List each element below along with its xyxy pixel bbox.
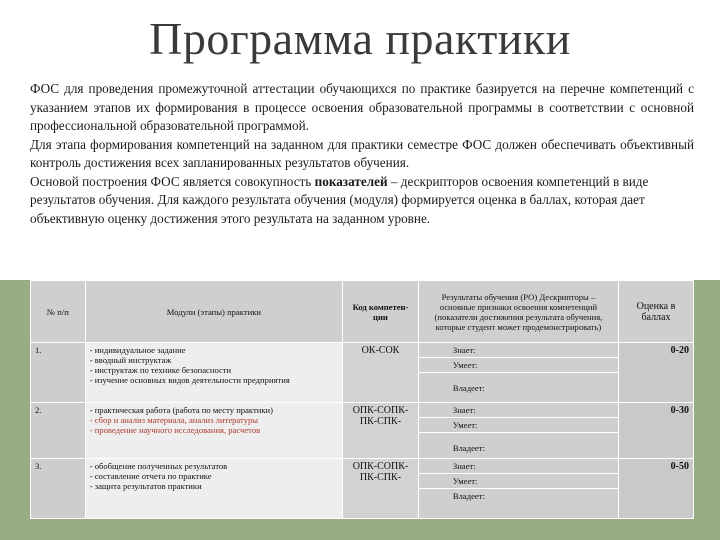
module-item: - индивидуальное задание	[89, 345, 186, 355]
module-item: - вводный инструктаж	[89, 355, 172, 365]
row-score: 0-50	[618, 459, 693, 519]
module-item: - проведение научного исследования, расчетов	[89, 425, 261, 435]
module-item: - практическая работа (работа по месту практики)	[89, 405, 273, 415]
table-row	[31, 343, 694, 403]
result-knows: Знает:	[419, 343, 618, 358]
header-module: Модули (этапы) практики	[85, 281, 342, 343]
result-masters: Владеет:	[452, 383, 485, 393]
result-knows: Знает:	[419, 459, 618, 474]
intro-paragraph-3: Основой построения ФОС является совокупность показателей – дескрипторов освоения компетенций в виде результатов обучения. Для каждого результата обучения (модуля) формируется оценка в баллах, которая дает объективную оценку достижения этого результата на заданном уровне.	[30, 173, 649, 226]
row-score: 0-20	[618, 343, 693, 403]
row-score: 0-30	[618, 403, 693, 459]
row-results	[418, 459, 618, 519]
module-item: - сбор и анализ материала, анализ литературы	[89, 415, 259, 425]
result-masters: Владеет:	[452, 491, 485, 501]
row-modules	[85, 343, 342, 403]
row-results	[418, 403, 618, 459]
intro-text	[30, 80, 694, 228]
row-modules	[85, 403, 342, 459]
module-item: - инструктаж по технике безопасности	[89, 365, 232, 375]
module-item: - изучение основных видов деятельности предприятия	[89, 375, 290, 385]
module-item: - составление отчета по практике	[89, 471, 212, 481]
row-code: ОПК-СОПК-ПК-СПК-	[343, 403, 419, 459]
header-num: № п/п	[31, 281, 86, 343]
header-code: Код компетен-ции	[343, 281, 419, 343]
result-can: Умеет:	[419, 358, 618, 373]
row-modules	[85, 459, 342, 519]
row-code: ОПК-СОПК-ПК-СПК-	[343, 459, 419, 519]
table-row	[31, 459, 694, 519]
row-number: 3.	[31, 459, 86, 519]
result-can: Умеет:	[419, 474, 618, 489]
row-results	[418, 343, 618, 403]
module-item: - обобщение полученных результатов	[89, 461, 228, 471]
row-code: ОК-СОК	[343, 343, 419, 403]
header-score: Оценка в баллах	[618, 281, 693, 343]
table-row	[31, 403, 694, 459]
row-number: 1.	[31, 343, 86, 403]
slide-title: Программа практики	[149, 13, 571, 64]
result-knows: Знает:	[419, 403, 618, 418]
table-header-row	[31, 281, 694, 343]
header-results: Результаты обучения (РО) Дескрипторы – основные признаки освоения компетенций (показатели достижения результата обучения, которые студент может продемонстрировать)	[418, 281, 618, 343]
intro-paragraph-2: Для этапа формирования компетенций на заданном для практики семестре ФОС должен обеспечивать объективный контроль достижения всех запланированных результатов обучения.	[30, 136, 694, 170]
result-masters: Владеет:	[452, 443, 485, 453]
row-number: 2.	[31, 403, 86, 459]
intro-paragraph-1: ФОС для проведения промежуточной аттестации обучающихся по практике базируется на перечне компетенций с указанием этапов их формирования в процессе освоения образовательной программы в соответствии с основной профессиональной образовательной программой.	[30, 81, 694, 133]
bold-term: показателей	[314, 173, 388, 189]
module-item: - защита результатов практики	[89, 481, 202, 491]
result-can: Умеет:	[419, 418, 618, 433]
fos-table	[30, 280, 694, 519]
